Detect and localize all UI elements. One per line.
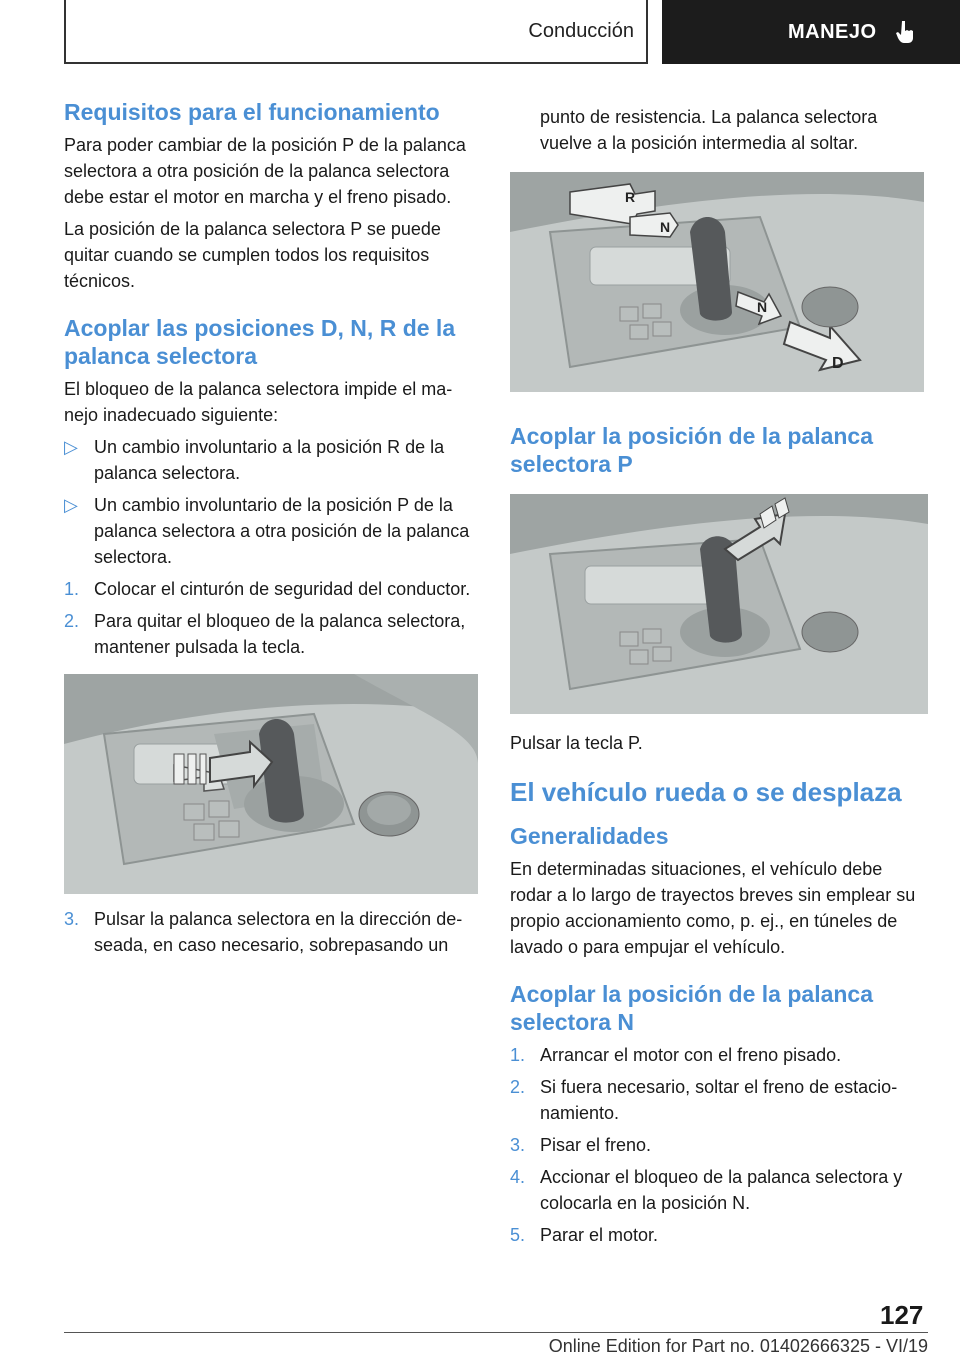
heading-requisitos: Requisitos para el funcionamiento xyxy=(64,99,440,125)
step-number: 2. xyxy=(64,611,80,631)
footer-edition: Online Edition for Part no. 01402666325 - VI/19 xyxy=(548,1336,928,1356)
gear-lever-p-photo xyxy=(510,494,928,714)
step-number: 4. xyxy=(510,1167,526,1187)
heading-vehiculo-rueda: El vehículo rueda o se desplaza xyxy=(510,777,902,807)
paragraph-pulsar-tecla: Pulsar la tecla P. xyxy=(510,733,643,753)
heading-acoplar-dnr: Acoplar las posiciones D, N, R de la palanca selectora xyxy=(64,315,456,369)
list-item xyxy=(64,492,478,570)
paragraph-continued: punto de resistencia. La palanca selectora vuelve a la posición intermedia al soltar. xyxy=(540,107,878,153)
header-section-title: Conducción xyxy=(528,19,634,42)
step-text: Colocar el cinturón de seguridad del conductor. xyxy=(94,579,471,599)
paragraph-requisitos-2: La posición de la palanca selectora P se puede quitar cuando se cumplen todos los requisitos técnicos. xyxy=(64,219,441,291)
gear-lever-unlock-photo xyxy=(64,674,478,894)
hand-pointer-icon xyxy=(893,19,919,45)
paragraph-requisitos-1: Para poder cambiar de la posición P de la palanca selectora a otra posición de la palanca selectora debe estar el motor en marcha y el freno pisado. xyxy=(64,135,466,207)
header-section-box xyxy=(64,0,648,64)
triangle-bullet-icon: ▷ xyxy=(64,495,78,515)
step-item xyxy=(64,906,478,958)
step-text: Parar el motor. xyxy=(540,1225,659,1245)
list-item-text: Un cambio involuntario a la posición R de la palanca selectora. xyxy=(94,437,445,483)
step-number: 2. xyxy=(510,1077,526,1097)
left-column xyxy=(64,98,478,958)
step-number: 5. xyxy=(510,1225,526,1245)
gear-lever-dnr-photo xyxy=(510,172,924,392)
triangle-bullet-icon: ▷ xyxy=(64,437,78,457)
step-number: 1. xyxy=(64,579,80,599)
step-item xyxy=(510,1074,928,1126)
paragraph-bloqueo: El bloqueo de la palanca selectora impide el manejo inadecuado siguiente: xyxy=(64,379,453,425)
step-number: 3. xyxy=(510,1135,526,1155)
step-text: Si fuera necesario, soltar el freno de estacionamiento. xyxy=(540,1077,898,1123)
step-item xyxy=(510,1132,928,1158)
step-number: 1. xyxy=(510,1045,526,1065)
arrow-label-n-upper: N xyxy=(660,219,671,235)
list-item xyxy=(64,434,478,486)
step-number: 3. xyxy=(64,909,80,929)
step-text: Accionar el bloqueo de la palanca selectora y colocarla en la posición N. xyxy=(540,1167,903,1213)
arrow-label-d: D xyxy=(832,355,844,372)
step-text: Arrancar el motor con el freno pisado. xyxy=(540,1045,842,1065)
step-item xyxy=(64,608,478,660)
heading-acoplar-n: Acoplar la posición de la palanca selectora N xyxy=(510,981,874,1035)
list-item-text: Un cambio involuntario de la posición P de la palanca selectora a otra posición de la palanca selectora. xyxy=(94,495,470,567)
step-item xyxy=(510,1222,928,1248)
right-column xyxy=(510,104,928,1248)
step-text: Pisar el freno. xyxy=(540,1135,652,1155)
step-item xyxy=(510,1164,928,1216)
header-chapter-title: MANEJO xyxy=(788,20,877,43)
page-number: 127 xyxy=(880,1300,924,1330)
heading-generalidades: Generalidades xyxy=(510,823,669,849)
heading-acoplar-p: Acoplar la posición de la palanca selectora P xyxy=(510,423,874,477)
step-item xyxy=(510,1042,928,1068)
paragraph-generalidades: En determinadas situaciones, el vehículo debe rodar a lo largo de trayectos breves sin emplear su propio accionamiento como, p. ej., en túneles de lavado o para empujar el vehículo. xyxy=(510,859,916,957)
step-item xyxy=(64,576,478,602)
step-text: Para quitar el bloqueo de la palanca selectora, mantener pulsada la tecla. xyxy=(94,611,466,657)
arrow-label-n-lower: N xyxy=(757,299,768,315)
step-text: Pulsar la palanca selectora en la dirección deseada, en caso necesario, sobrepasando un xyxy=(94,909,463,955)
header-chapter-tab[interactable] xyxy=(662,0,960,64)
arrow-label-r: R xyxy=(625,189,636,205)
footer-divider xyxy=(64,1332,928,1333)
